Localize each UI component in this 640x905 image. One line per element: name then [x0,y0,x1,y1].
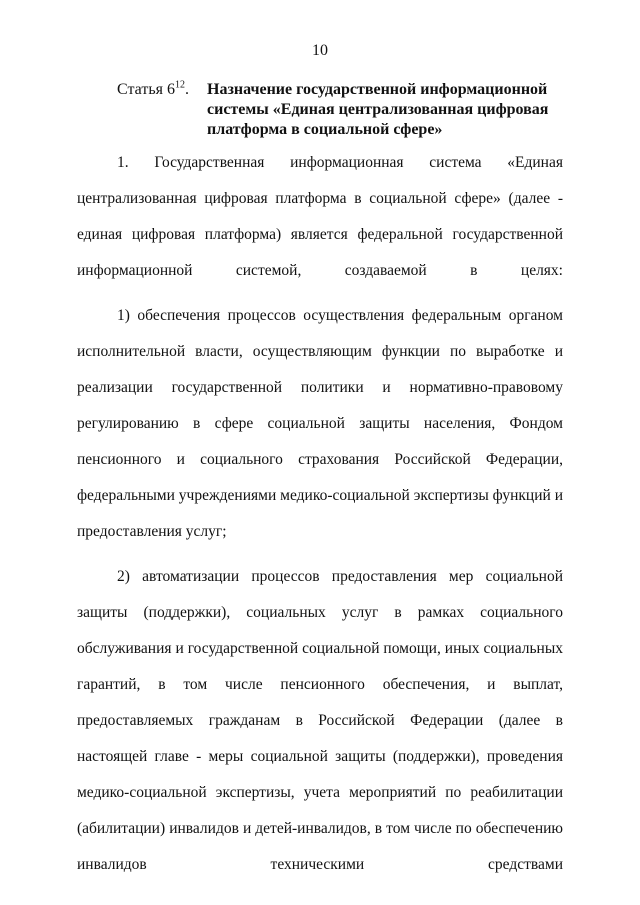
paragraph-1: 1. Государственная информационная система «Единая централизованная цифровая платформа в социальной сфере» (далее - единая цифровая платформа) является федеральной государственной информационной системой, создаваемой в целях: [77,154,563,279]
body-text [77,145,563,883]
article-label-superscript: 12 [174,79,185,91]
article-label-suffix: . [184,81,189,98]
article-label [117,80,189,100]
page-number: 10 [312,42,328,59]
paragraph-2: 1) обеспечения процессов осуществления федеральным органом исполнительной власти, осуществляющим функции по выработке и реализации государственной политики и нормативно-правовому регулированию в сфере социальной защиты населения, Фондом пенсионного и социального страхования Российской Федерации, федеральными учреждениями медико-социальной экспертизы функций и предоставления услуг; [77,307,563,540]
article-label-text: Статья 6 [117,81,175,98]
article-title: Назначение государственной информационной системы «Единая централизованная цифровая платформа в социальной сфере» [207,81,549,138]
paragraph-3: 2) автоматизации процессов предоставления мер социальной защиты (поддержки), социальных услуг в рамках социального обслуживания и государственной социальной помощи, иных социальных гарантий, в том числе пенсионного обеспечения, и выплат, предоставляемых гражданам в Российской Федерации (далее в настоящей главе - меры социальной защиты (поддержки), проведения медико-социальной экспертизы, учета мероприятий по реабилитации (абилитации) инвалидов и детей-инвалидов, в том числе по обеспечению инвалидов техническими средствами [77,568,563,873]
